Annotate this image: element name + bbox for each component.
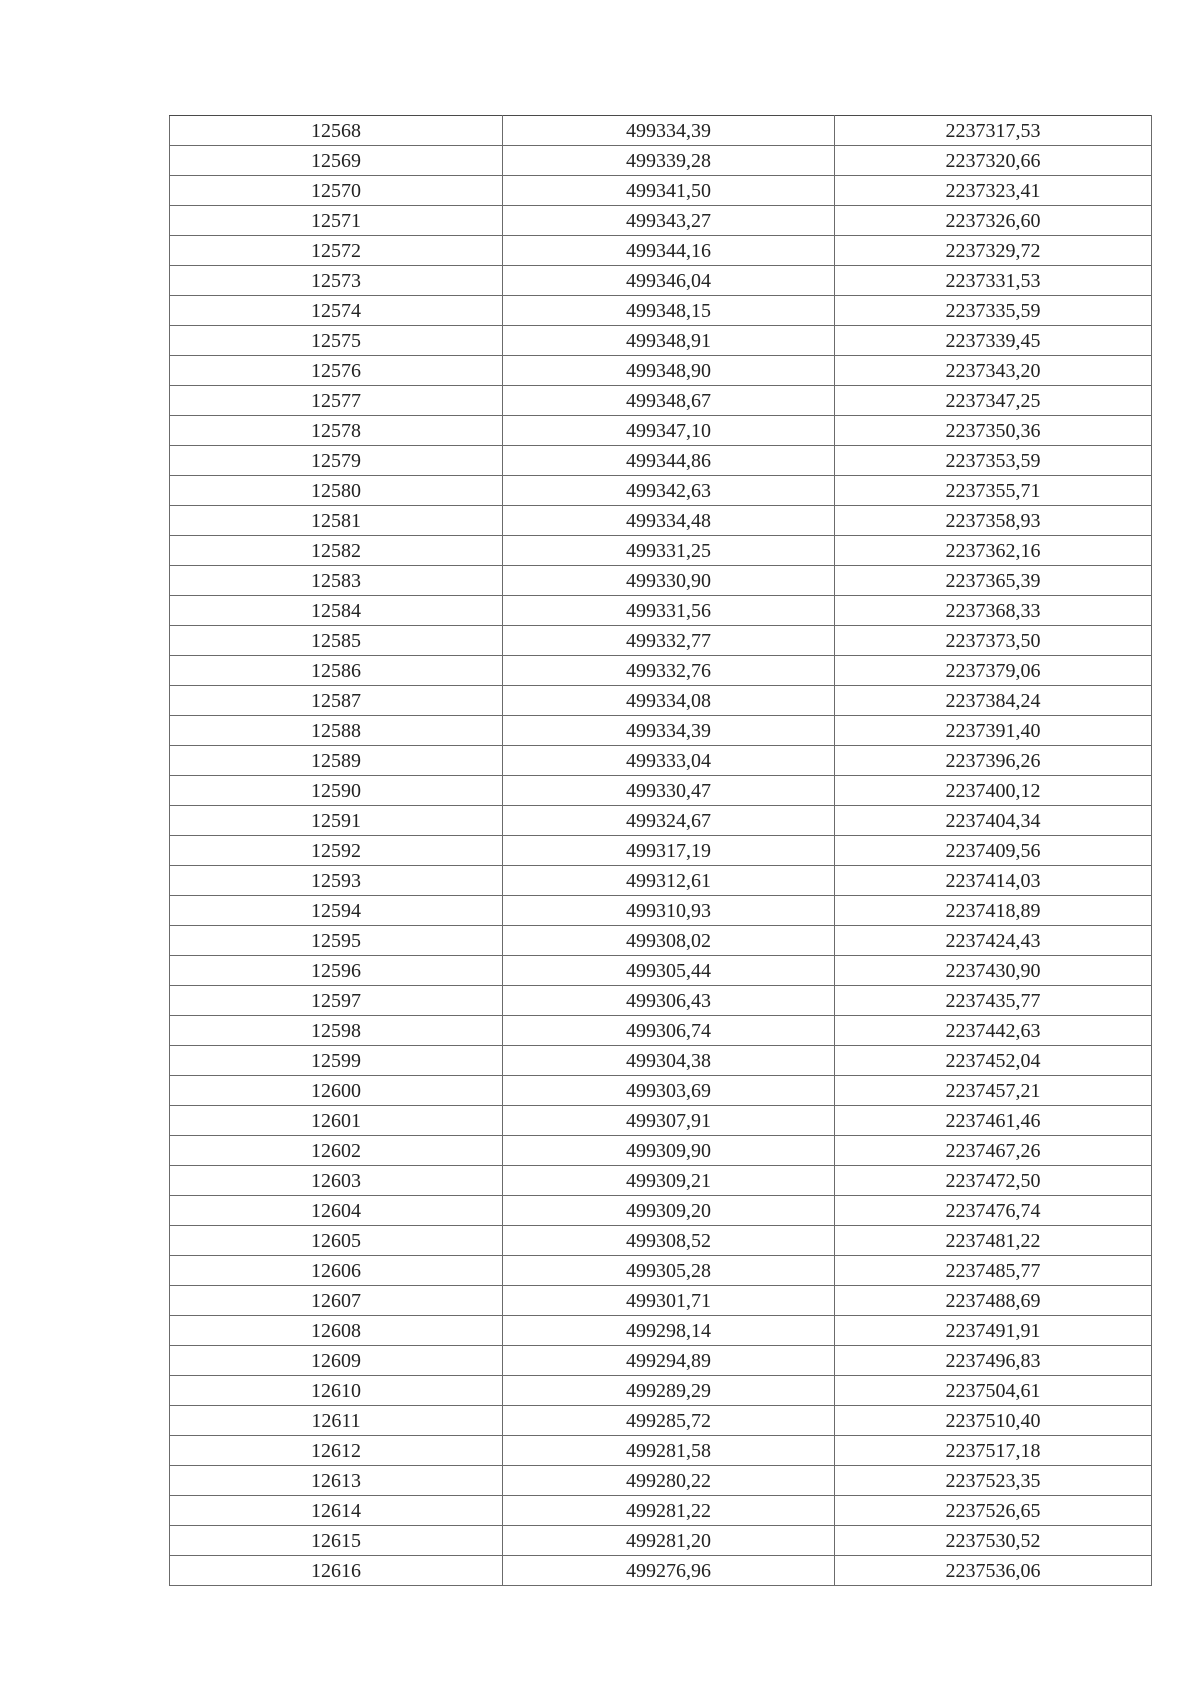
x-coordinate-cell: 499305,44	[503, 956, 835, 986]
point-number-cell: 12582	[170, 536, 503, 566]
point-number-cell: 12576	[170, 356, 503, 386]
y-coordinate-cell: 2237317,53	[835, 116, 1152, 146]
table-row	[170, 1526, 1152, 1556]
y-coordinate-cell: 2237396,26	[835, 746, 1152, 776]
table-row	[170, 1436, 1152, 1466]
table-row	[170, 1046, 1152, 1076]
point-number-cell: 12599	[170, 1046, 503, 1076]
y-coordinate-cell: 2237481,22	[835, 1226, 1152, 1256]
y-coordinate-cell: 2237365,39	[835, 566, 1152, 596]
point-number-cell: 12616	[170, 1556, 503, 1586]
x-coordinate-cell: 499342,63	[503, 476, 835, 506]
table-row	[170, 656, 1152, 686]
y-coordinate-cell: 2237526,65	[835, 1496, 1152, 1526]
y-coordinate-cell: 2237467,26	[835, 1136, 1152, 1166]
x-coordinate-cell: 499330,90	[503, 566, 835, 596]
table-row	[170, 686, 1152, 716]
point-number-cell: 12579	[170, 446, 503, 476]
coordinates-table	[169, 115, 1152, 1586]
y-coordinate-cell: 2237536,06	[835, 1556, 1152, 1586]
point-number-cell: 12602	[170, 1136, 503, 1166]
x-coordinate-cell: 499309,20	[503, 1196, 835, 1226]
point-number-cell: 12584	[170, 596, 503, 626]
table-row	[170, 566, 1152, 596]
point-number-cell: 12580	[170, 476, 503, 506]
point-number-cell: 12575	[170, 326, 503, 356]
table-row	[170, 506, 1152, 536]
y-coordinate-cell: 2237530,52	[835, 1526, 1152, 1556]
y-coordinate-cell: 2237404,34	[835, 806, 1152, 836]
x-coordinate-cell: 499303,69	[503, 1076, 835, 1106]
table-row	[170, 146, 1152, 176]
x-coordinate-cell: 499334,39	[503, 716, 835, 746]
x-coordinate-cell: 499332,77	[503, 626, 835, 656]
x-coordinate-cell: 499348,90	[503, 356, 835, 386]
y-coordinate-cell: 2237442,63	[835, 1016, 1152, 1046]
x-coordinate-cell: 499312,61	[503, 866, 835, 896]
y-coordinate-cell: 2237461,46	[835, 1106, 1152, 1136]
point-number-cell: 12603	[170, 1166, 503, 1196]
table-row	[170, 896, 1152, 926]
table-row	[170, 1286, 1152, 1316]
x-coordinate-cell: 499294,89	[503, 1346, 835, 1376]
point-number-cell: 12610	[170, 1376, 503, 1406]
table-row	[170, 716, 1152, 746]
x-coordinate-cell: 499281,20	[503, 1526, 835, 1556]
x-coordinate-cell: 499276,96	[503, 1556, 835, 1586]
y-coordinate-cell: 2237358,93	[835, 506, 1152, 536]
table-row	[170, 386, 1152, 416]
table-row	[170, 1016, 1152, 1046]
table-row	[170, 956, 1152, 986]
point-number-cell: 12591	[170, 806, 503, 836]
x-coordinate-cell: 499330,47	[503, 776, 835, 806]
y-coordinate-cell: 2237384,24	[835, 686, 1152, 716]
y-coordinate-cell: 2237368,33	[835, 596, 1152, 626]
point-number-cell: 12597	[170, 986, 503, 1016]
y-coordinate-cell: 2237485,77	[835, 1256, 1152, 1286]
x-coordinate-cell: 499348,15	[503, 296, 835, 326]
x-coordinate-cell: 499334,48	[503, 506, 835, 536]
y-coordinate-cell: 2237452,04	[835, 1046, 1152, 1076]
y-coordinate-cell: 2237409,56	[835, 836, 1152, 866]
table-row	[170, 326, 1152, 356]
y-coordinate-cell: 2237373,50	[835, 626, 1152, 656]
table-row	[170, 866, 1152, 896]
x-coordinate-cell: 499344,16	[503, 236, 835, 266]
table-row	[170, 1076, 1152, 1106]
point-number-cell: 12583	[170, 566, 503, 596]
y-coordinate-cell: 2237326,60	[835, 206, 1152, 236]
x-coordinate-cell: 499281,22	[503, 1496, 835, 1526]
point-number-cell: 12592	[170, 836, 503, 866]
point-number-cell: 12571	[170, 206, 503, 236]
point-number-cell: 12605	[170, 1226, 503, 1256]
point-number-cell: 12572	[170, 236, 503, 266]
table-row	[170, 1256, 1152, 1286]
x-coordinate-cell: 499298,14	[503, 1316, 835, 1346]
y-coordinate-cell: 2237323,41	[835, 176, 1152, 206]
table-row	[170, 236, 1152, 266]
x-coordinate-cell: 499307,91	[503, 1106, 835, 1136]
y-coordinate-cell: 2237523,35	[835, 1466, 1152, 1496]
point-number-cell: 12590	[170, 776, 503, 806]
y-coordinate-cell: 2237331,53	[835, 266, 1152, 296]
point-number-cell: 12587	[170, 686, 503, 716]
table-row	[170, 296, 1152, 326]
x-coordinate-cell: 499347,10	[503, 416, 835, 446]
y-coordinate-cell: 2237362,16	[835, 536, 1152, 566]
table-row	[170, 116, 1152, 146]
table-row	[170, 536, 1152, 566]
point-number-cell: 12613	[170, 1466, 503, 1496]
point-number-cell: 12585	[170, 626, 503, 656]
table-row	[170, 1196, 1152, 1226]
table-row	[170, 776, 1152, 806]
table-row	[170, 206, 1152, 236]
point-number-cell: 12604	[170, 1196, 503, 1226]
y-coordinate-cell: 2237491,91	[835, 1316, 1152, 1346]
point-number-cell: 12577	[170, 386, 503, 416]
y-coordinate-cell: 2237335,59	[835, 296, 1152, 326]
table-row	[170, 1556, 1152, 1586]
x-coordinate-cell: 499281,58	[503, 1436, 835, 1466]
x-coordinate-cell: 499289,29	[503, 1376, 835, 1406]
table-row	[170, 176, 1152, 206]
point-number-cell: 12615	[170, 1526, 503, 1556]
table-row	[170, 1136, 1152, 1166]
point-number-cell: 12608	[170, 1316, 503, 1346]
table-row	[170, 356, 1152, 386]
table-row	[170, 986, 1152, 1016]
y-coordinate-cell: 2237353,59	[835, 446, 1152, 476]
x-coordinate-cell: 499334,39	[503, 116, 835, 146]
x-coordinate-cell: 499334,08	[503, 686, 835, 716]
point-number-cell: 12586	[170, 656, 503, 686]
x-coordinate-cell: 499309,21	[503, 1166, 835, 1196]
y-coordinate-cell: 2237510,40	[835, 1406, 1152, 1436]
x-coordinate-cell: 499346,04	[503, 266, 835, 296]
x-coordinate-cell: 499348,67	[503, 386, 835, 416]
y-coordinate-cell: 2237435,77	[835, 986, 1152, 1016]
point-number-cell: 12578	[170, 416, 503, 446]
table-row	[170, 626, 1152, 656]
point-number-cell: 12614	[170, 1496, 503, 1526]
y-coordinate-cell: 2237350,36	[835, 416, 1152, 446]
point-number-cell: 12598	[170, 1016, 503, 1046]
y-coordinate-cell: 2237488,69	[835, 1286, 1152, 1316]
y-coordinate-cell: 2237504,61	[835, 1376, 1152, 1406]
y-coordinate-cell: 2237472,50	[835, 1166, 1152, 1196]
point-number-cell: 12600	[170, 1076, 503, 1106]
x-coordinate-cell: 499343,27	[503, 206, 835, 236]
table-row	[170, 1376, 1152, 1406]
table-row	[170, 1316, 1152, 1346]
y-coordinate-cell: 2237517,18	[835, 1436, 1152, 1466]
table-row	[170, 1496, 1152, 1526]
table-row	[170, 476, 1152, 506]
y-coordinate-cell: 2237424,43	[835, 926, 1152, 956]
x-coordinate-cell: 499332,76	[503, 656, 835, 686]
x-coordinate-cell: 499317,19	[503, 836, 835, 866]
point-number-cell: 12570	[170, 176, 503, 206]
y-coordinate-cell: 2237347,25	[835, 386, 1152, 416]
y-coordinate-cell: 2237329,72	[835, 236, 1152, 266]
x-coordinate-cell: 499308,02	[503, 926, 835, 956]
x-coordinate-cell: 499331,25	[503, 536, 835, 566]
table-row	[170, 1226, 1152, 1256]
point-number-cell: 12569	[170, 146, 503, 176]
x-coordinate-cell: 499301,71	[503, 1286, 835, 1316]
y-coordinate-cell: 2237355,71	[835, 476, 1152, 506]
x-coordinate-cell: 499310,93	[503, 896, 835, 926]
table-row	[170, 806, 1152, 836]
x-coordinate-cell: 499341,50	[503, 176, 835, 206]
point-number-cell: 12596	[170, 956, 503, 986]
y-coordinate-cell: 2237457,21	[835, 1076, 1152, 1106]
point-number-cell: 12593	[170, 866, 503, 896]
x-coordinate-cell: 499339,28	[503, 146, 835, 176]
table-row	[170, 1466, 1152, 1496]
table-row	[170, 416, 1152, 446]
y-coordinate-cell: 2237379,06	[835, 656, 1152, 686]
point-number-cell: 12606	[170, 1256, 503, 1286]
point-number-cell: 12574	[170, 296, 503, 326]
point-number-cell: 12589	[170, 746, 503, 776]
x-coordinate-cell: 499308,52	[503, 1226, 835, 1256]
table-row	[170, 746, 1152, 776]
x-coordinate-cell: 499280,22	[503, 1466, 835, 1496]
y-coordinate-cell: 2237496,83	[835, 1346, 1152, 1376]
x-coordinate-cell: 499309,90	[503, 1136, 835, 1166]
table-row	[170, 926, 1152, 956]
table-row	[170, 1346, 1152, 1376]
x-coordinate-cell: 499306,43	[503, 986, 835, 1016]
x-coordinate-cell: 499331,56	[503, 596, 835, 626]
y-coordinate-cell: 2237391,40	[835, 716, 1152, 746]
point-number-cell: 12601	[170, 1106, 503, 1136]
table-row	[170, 266, 1152, 296]
y-coordinate-cell: 2237339,45	[835, 326, 1152, 356]
x-coordinate-cell: 499344,86	[503, 446, 835, 476]
y-coordinate-cell: 2237430,90	[835, 956, 1152, 986]
y-coordinate-cell: 2237476,74	[835, 1196, 1152, 1226]
x-coordinate-cell: 499324,67	[503, 806, 835, 836]
table-row	[170, 1406, 1152, 1436]
x-coordinate-cell: 499348,91	[503, 326, 835, 356]
x-coordinate-cell: 499333,04	[503, 746, 835, 776]
coordinates-table-body	[170, 116, 1152, 1586]
point-number-cell: 12612	[170, 1436, 503, 1466]
point-number-cell: 12573	[170, 266, 503, 296]
y-coordinate-cell: 2237414,03	[835, 866, 1152, 896]
point-number-cell: 12581	[170, 506, 503, 536]
point-number-cell: 12611	[170, 1406, 503, 1436]
table-row	[170, 1106, 1152, 1136]
point-number-cell: 12568	[170, 116, 503, 146]
table-row	[170, 596, 1152, 626]
y-coordinate-cell: 2237320,66	[835, 146, 1152, 176]
point-number-cell: 12588	[170, 716, 503, 746]
x-coordinate-cell: 499305,28	[503, 1256, 835, 1286]
y-coordinate-cell: 2237343,20	[835, 356, 1152, 386]
x-coordinate-cell: 499306,74	[503, 1016, 835, 1046]
x-coordinate-cell: 499285,72	[503, 1406, 835, 1436]
y-coordinate-cell: 2237400,12	[835, 776, 1152, 806]
y-coordinate-cell: 2237418,89	[835, 896, 1152, 926]
table-row	[170, 836, 1152, 866]
point-number-cell: 12607	[170, 1286, 503, 1316]
table-row	[170, 446, 1152, 476]
point-number-cell: 12595	[170, 926, 503, 956]
point-number-cell: 12594	[170, 896, 503, 926]
point-number-cell: 12609	[170, 1346, 503, 1376]
x-coordinate-cell: 499304,38	[503, 1046, 835, 1076]
table-row	[170, 1166, 1152, 1196]
